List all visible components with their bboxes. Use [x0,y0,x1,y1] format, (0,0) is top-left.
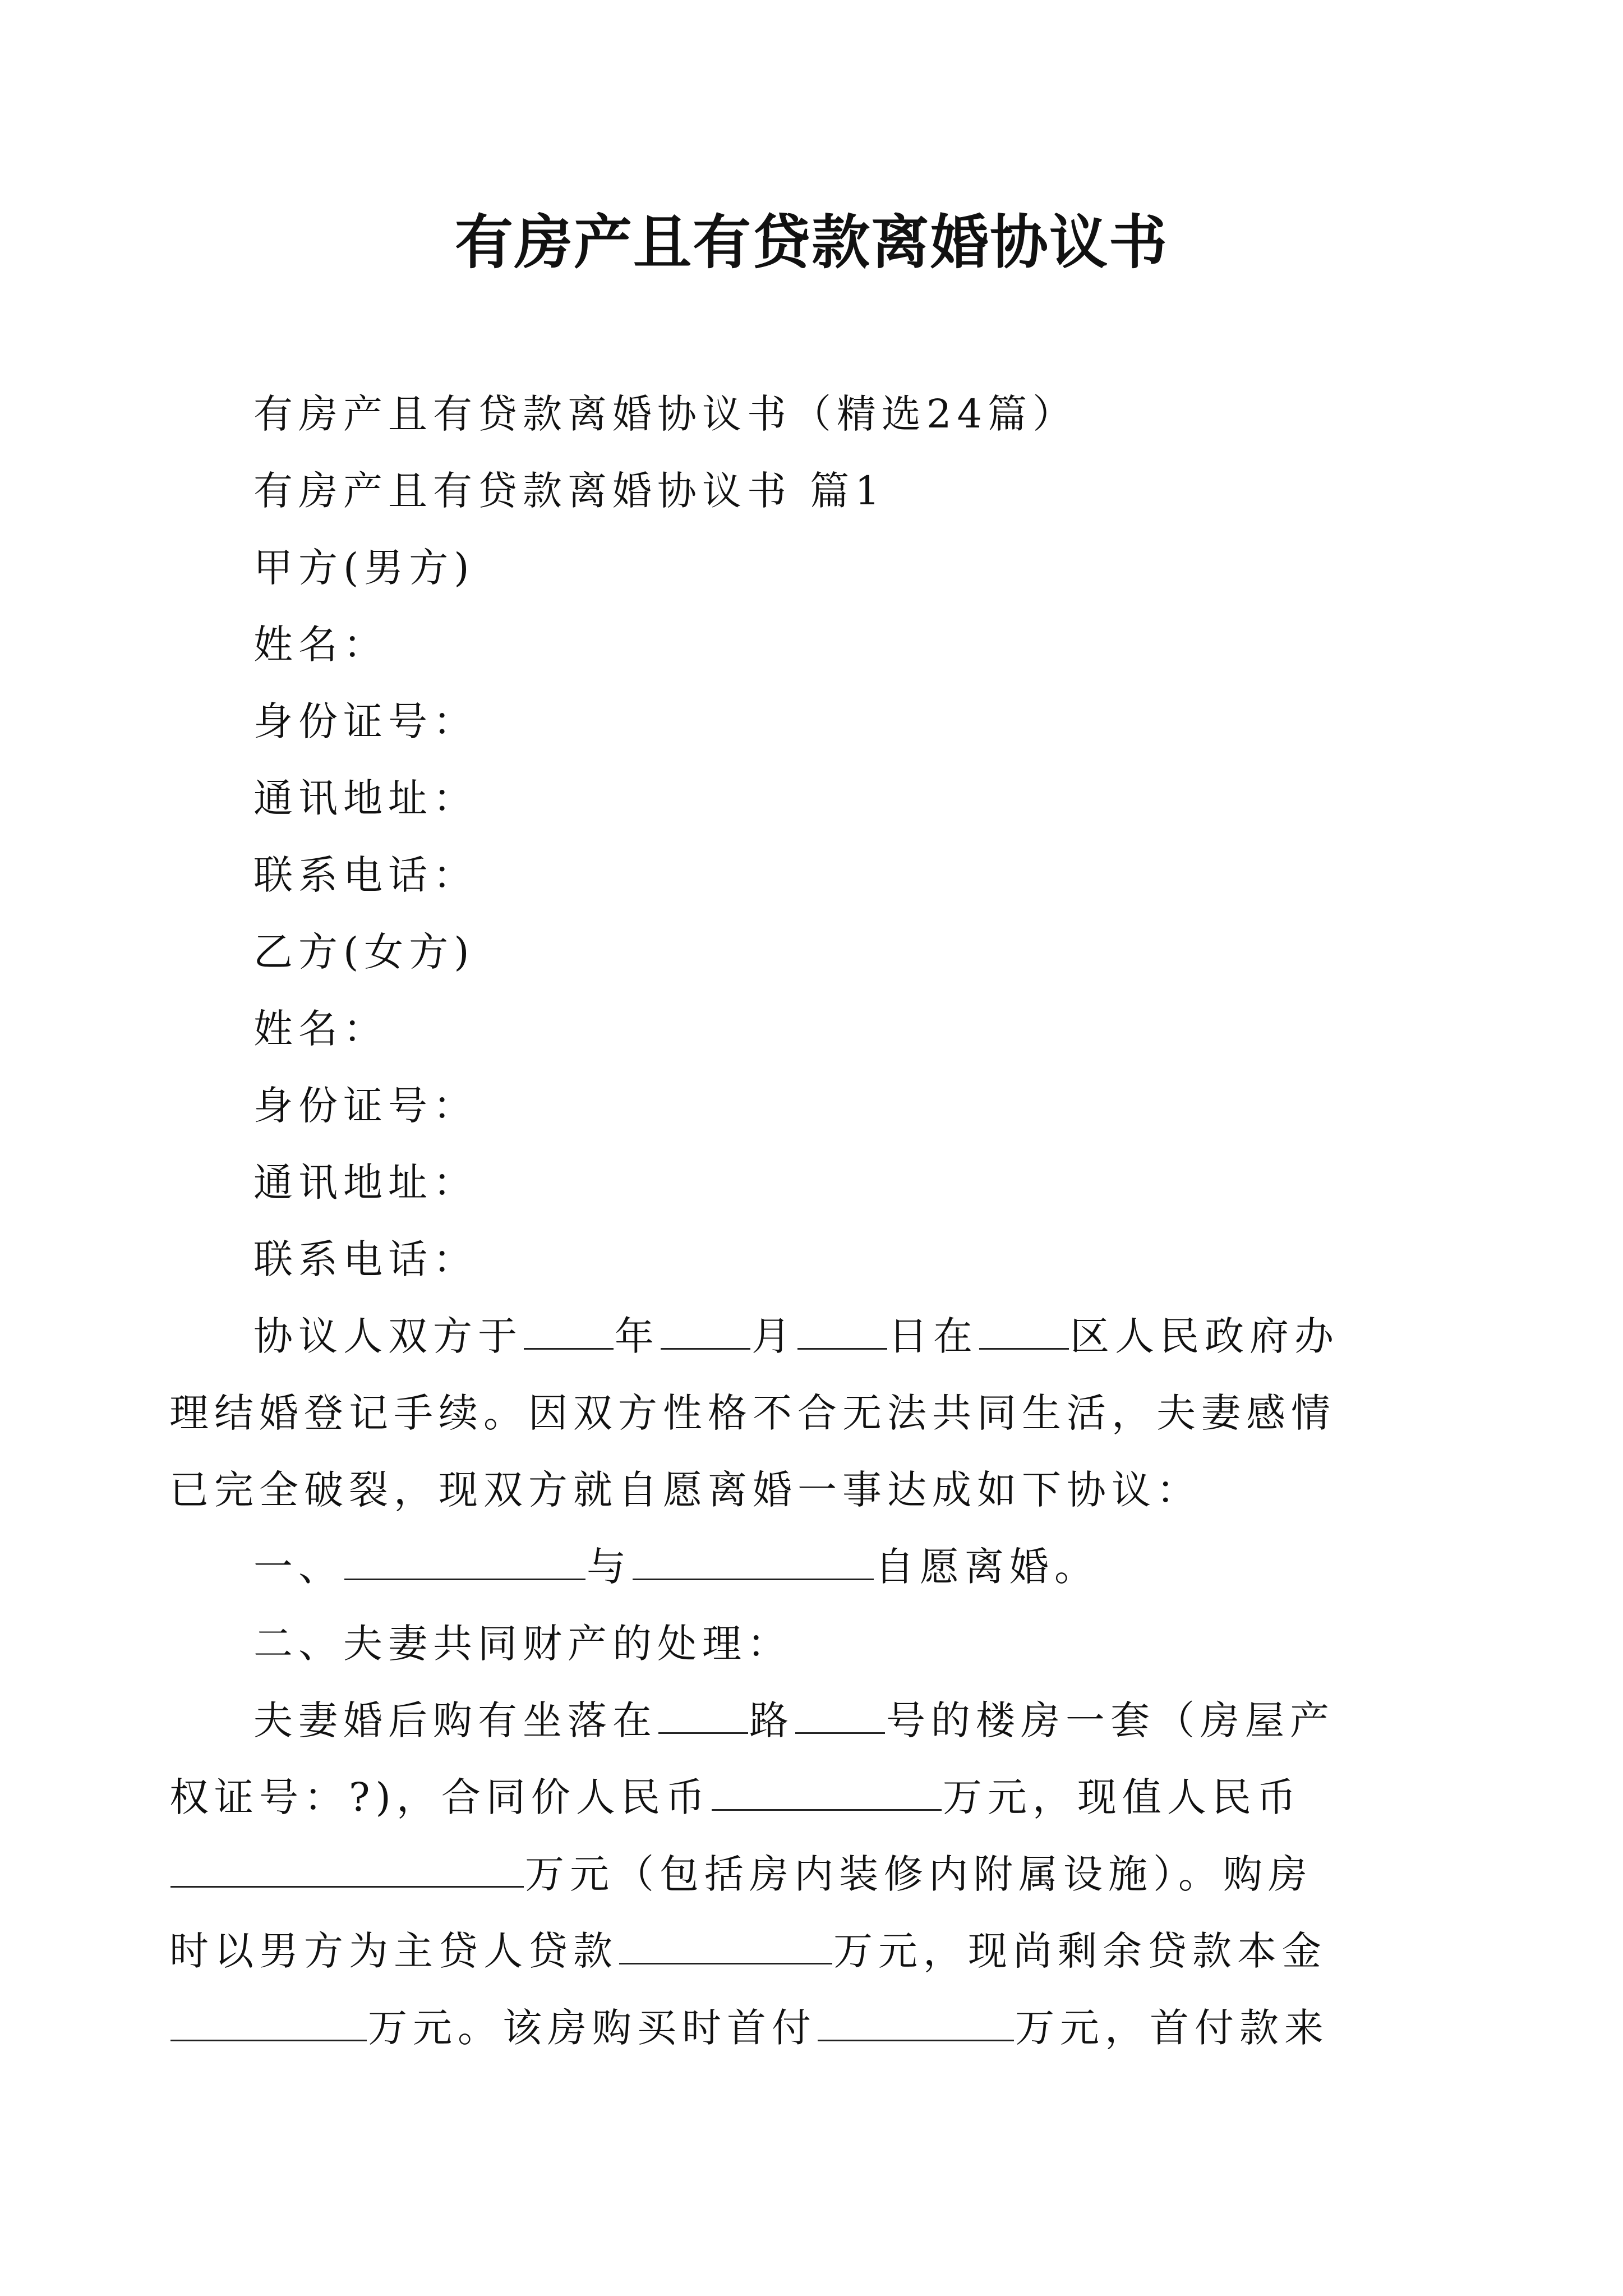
intro-month: 月 [751,1313,796,1359]
clause-2-l1c: 号的楼房一套（房屋产 [886,1697,1335,1743]
clause-2-l2a: 权证号：?)，合同价人民币 [169,1774,711,1820]
intro-line-2: 理结婚登记手续。因双方性格不合无法共同生活，夫妻感情 [169,1390,1336,1436]
day-blank [797,1309,887,1350]
contract-price-blank [712,1770,942,1811]
intro-text-start: 协议人双方于 [253,1313,523,1359]
clause-1-prefix: 一、 [253,1544,343,1590]
clause-2-line-1 [253,1682,1375,1759]
current-value-blank [170,1847,524,1888]
subtitle: 有房产且有贷款离婚协议书（精选24篇） [253,391,1078,437]
clause-2-l3b: 万元（包括房内装修内附属设施）。购房 [525,1851,1313,1897]
party-a-name-label: 姓名： [253,622,388,668]
clause-1-suffix: 自愿离婚。 [875,1544,1099,1590]
district-blank [979,1309,1069,1350]
intro-line-3: 已完全破裂，现双方就自愿离婚一事达成如下协议： [169,1467,1201,1513]
road-blank [658,1693,748,1734]
party-a-name-blank [344,1539,585,1580]
down-payment-blank [818,2000,1014,2041]
clause-2-l4a: 时以男方为主贷人贷款 [169,1928,618,1974]
page-title: 有房产且有贷款离婚协议书 [454,208,1168,277]
intro-line-1 [253,1298,1375,1375]
number-blank [795,1693,885,1734]
year-blank [524,1309,614,1350]
clause-2-l5c: 万元，首付款来 [1015,2005,1329,2051]
party-a-heading: 甲方(男方) [253,545,475,591]
loan-amount-blank [619,1924,832,1964]
clause-2-line-4 [169,1913,1375,1990]
party-b-heading: 乙方(女方) [253,929,475,975]
party-a-id-label: 身份证号： [253,698,478,744]
intro-year: 年 [615,1313,660,1359]
intro-day: 日在 [888,1313,978,1359]
clause-1 [253,1529,1375,1605]
intro-text-end: 区人民政府办 [1070,1313,1339,1359]
party-b-name-label: 姓名： [253,1006,388,1052]
clause-2-l2b: 万元，现值人民币 [942,1774,1302,1820]
document-body [169,376,1375,2067]
clause-2-line-3 [169,1836,1375,1913]
party-b-address-label: 通讯地址： [253,1159,478,1205]
clause-2-l1b: 路 [749,1697,794,1743]
remaining-principal-blank [170,2000,367,2041]
clause-2-heading: 二、夫妻共同财产的处理： [253,1621,792,1667]
clause-2-line-5 [169,1990,1375,2067]
party-a-address-label: 通讯地址： [253,775,478,821]
section-heading: 有房产且有贷款离婚协议书 篇1 [253,468,886,514]
party-b-id-label: 身份证号： [253,1083,478,1129]
clause-2-l4b: 万元，现尚剩余贷款本金 [833,1928,1327,1974]
clause-2-l1a: 夫妻婚后购有坐落在 [253,1697,657,1743]
party-b-name-blank [633,1539,874,1580]
party-b-phone-label: 联系电话： [253,1236,478,1282]
month-blank [661,1309,750,1350]
clause-1-middle: 与 [587,1544,631,1590]
clause-2-line-2 [169,1759,1375,1836]
clause-2-l5b: 万元。该房购买时首付 [368,2005,817,2051]
party-a-phone-label: 联系电话： [253,852,478,898]
